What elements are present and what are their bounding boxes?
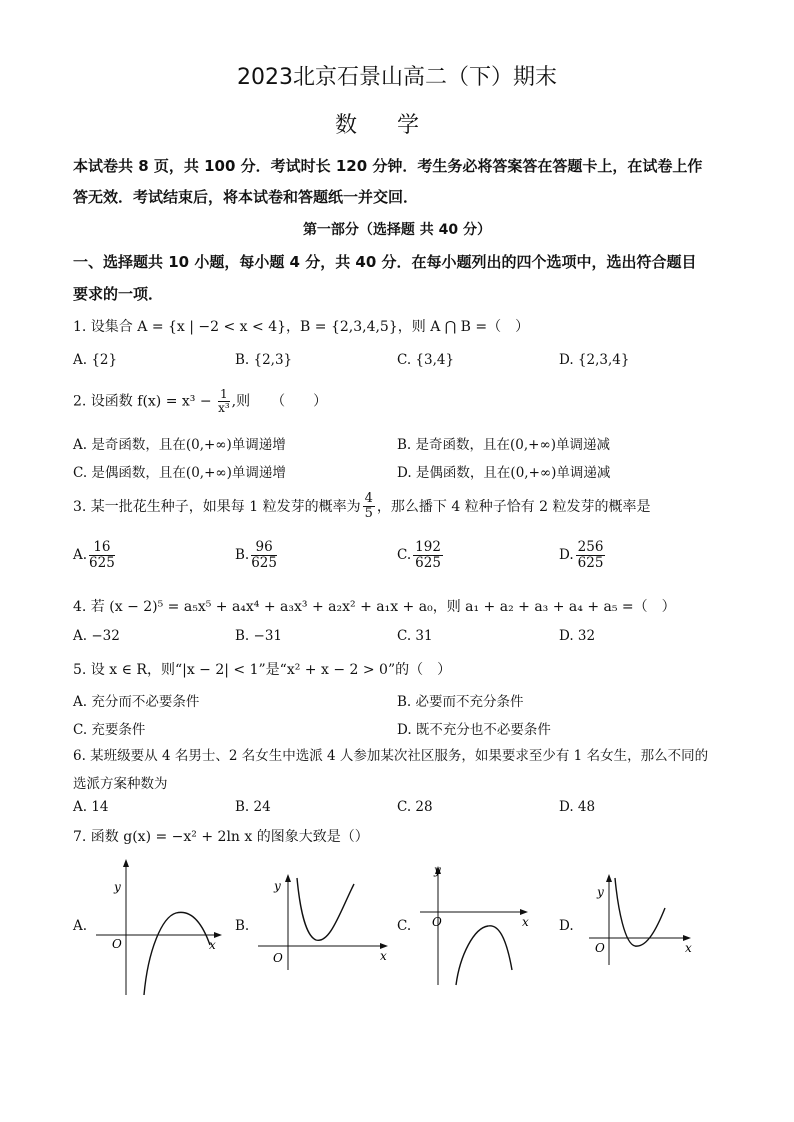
q3-option-a-num: 16 bbox=[89, 540, 115, 556]
section1-line-2: 要求的一项． bbox=[73, 285, 164, 303]
q4-stem: 4. 若 (x − 2)⁵ = a₅x⁵ + a₄x⁴ + a₃x³ + a₂x² + a₁x + a₀，则 a₁ + a₂ + a₃ + a₄ + a₅ =（ ） bbox=[73, 599, 676, 615]
q7-option-a-label: A. bbox=[73, 918, 88, 934]
part1-heading: 第一部分（选择题 共 40 分） bbox=[302, 222, 492, 238]
q7-graph-b-y-label: y bbox=[274, 879, 281, 893]
q3-stem-pre: 3. 某一批花生种子，如果每 1 粒发芽的概率为 bbox=[73, 498, 361, 515]
q3-option-d-den: 625 bbox=[577, 554, 604, 571]
q4-option-b: B. −31 bbox=[235, 628, 282, 644]
q3-frac-num: 4 bbox=[364, 491, 373, 506]
q3-option-b-den: 625 bbox=[251, 554, 277, 571]
q6-option-d: D. 48 bbox=[559, 799, 596, 815]
q3-option-d bbox=[559, 540, 607, 571]
q1-option-d: D. {2,3,4} bbox=[559, 352, 630, 368]
q7-graph-a-y-label: y bbox=[114, 880, 121, 894]
q2-option-b: B. 是奇函数，且在(0,+∞)单调递减 bbox=[397, 437, 610, 453]
q2-frac-den: x³ bbox=[218, 401, 230, 416]
q1-stem: 1. 设集合 A = {x | −2 < x < 4}，B = {2,3,4,5}，则 A ⋂ B =（ ） bbox=[73, 319, 530, 335]
q7-graph-a-origin: O bbox=[112, 937, 122, 951]
q5-option-a: A. 充分而不必要条件 bbox=[73, 694, 200, 710]
q3-option-b bbox=[235, 540, 279, 571]
page-title: 2023北京石景山高二（下）期末 bbox=[237, 65, 557, 90]
q7-graph-c bbox=[418, 860, 538, 990]
q1-option-b: B. {2,3} bbox=[235, 352, 293, 368]
q7-graph-a-x-label: x bbox=[209, 938, 216, 952]
section1-line-1: 一、选择题共 10 小题，每小题 4 分，共 40 分．在每小题列出的四个选项中，选出符合题目 bbox=[73, 253, 697, 271]
q3-option-c-letter: C. bbox=[397, 546, 412, 563]
q3-option-a bbox=[73, 540, 117, 571]
q3-option-a-frac bbox=[89, 540, 115, 571]
q6-option-b: B. 24 bbox=[235, 799, 271, 815]
q3-option-c bbox=[397, 540, 445, 571]
q7-graph-b-x-label: x bbox=[380, 949, 387, 963]
q3-stem bbox=[73, 492, 651, 522]
q2-stem-pre: 2. 设函数 f(x) = x³ − bbox=[73, 393, 217, 410]
q3-option-d-frac bbox=[576, 540, 606, 571]
q5-stem: 5. 设 x ∈ R，则“|x − 2| < 1”是“x² + x − 2 > 0”的（ ） bbox=[73, 662, 452, 678]
q3-option-a-den: 625 bbox=[89, 554, 115, 571]
q5-option-b: B. 必要而不充分条件 bbox=[397, 694, 524, 710]
intro-line-2: 答无效．考试结束后，将本试卷和答题纸一并交回． bbox=[73, 188, 419, 206]
subject-title: 数学 bbox=[334, 113, 459, 138]
q7-graph-c-origin: O bbox=[432, 915, 442, 929]
q2-stem-post: ,则 （ ） bbox=[231, 393, 328, 410]
q7-graph-b-origin: O bbox=[273, 951, 283, 965]
q3-option-b-letter: B. bbox=[235, 546, 250, 563]
q3-frac-den: 5 bbox=[364, 506, 373, 522]
q7-graph-d bbox=[585, 870, 700, 970]
q7-graph-a bbox=[92, 855, 227, 1000]
intro-line-1: 本试卷共 8 页，共 100 分．考试时长 120 分钟．考生务必将答案答在答题卡上，在试卷上作 bbox=[73, 157, 703, 175]
q7-option-c-label: C. bbox=[397, 918, 412, 934]
q4-option-d: D. 32 bbox=[559, 628, 596, 644]
q2-frac-num: 1 bbox=[220, 387, 228, 401]
q7-graph-d-x-label: x bbox=[685, 941, 692, 955]
q3-option-c-num: 192 bbox=[415, 539, 441, 555]
q3-option-c-den: 625 bbox=[415, 554, 441, 571]
q3-option-d-letter: D. bbox=[559, 546, 574, 563]
q7-graph-d-y-label: y bbox=[597, 885, 604, 899]
q6-option-c: C. 28 bbox=[397, 799, 433, 815]
q7-stem: 7. 函数 g(x) = −x² + 2ln x 的图象大致是（） bbox=[73, 829, 369, 845]
q7-option-b-label: B. bbox=[235, 918, 250, 934]
q7-graph-c-x-label: x bbox=[522, 915, 529, 929]
q3-option-b-num: 96 bbox=[251, 540, 277, 556]
q6-option-a: A. 14 bbox=[73, 799, 109, 815]
q1-option-c: C. {3,4} bbox=[397, 352, 455, 368]
q7-graph-d-origin: O bbox=[595, 941, 605, 955]
q4-option-c: C. 31 bbox=[397, 628, 433, 644]
q5-option-c: C. 充要条件 bbox=[73, 722, 146, 738]
q2-option-c: C. 是偶函数，且在(0,+∞)单调递增 bbox=[73, 465, 286, 481]
q2-fraction bbox=[218, 388, 230, 415]
q3-stem-post: ，那么播下 4 粒种子恰有 2 粒发芽的概率是 bbox=[376, 498, 651, 515]
q2-stem bbox=[73, 388, 327, 415]
q4-option-a: A. −32 bbox=[73, 628, 120, 644]
q2-option-d: D. 是偶函数，且在(0,+∞)单调递减 bbox=[397, 465, 611, 481]
q3-option-a-letter: A. bbox=[73, 546, 88, 563]
q7-graph-c-y-label: y bbox=[434, 863, 441, 877]
q3-option-b-frac bbox=[251, 540, 277, 571]
q3-fraction bbox=[363, 492, 375, 522]
q3-option-d-num: 256 bbox=[577, 539, 604, 555]
q7-graph-b bbox=[254, 870, 394, 975]
q6-line-1: 6. 某班级要从 4 名男士、2 名女生中选派 4 人参加某次社区服务，如果要求至少有 1 名女生，那么不同的 bbox=[73, 748, 709, 764]
q3-option-c-frac bbox=[413, 540, 443, 571]
q5-option-d: D. 既不充分也不必要条件 bbox=[397, 722, 551, 738]
q2-option-a: A. 是奇函数，且在(0,+∞)单调递增 bbox=[73, 437, 286, 453]
q7-option-d-label: D. bbox=[559, 918, 574, 934]
q1-option-a: A. {2} bbox=[73, 352, 118, 368]
q6-line-2: 选派方案种数为 bbox=[73, 776, 168, 792]
